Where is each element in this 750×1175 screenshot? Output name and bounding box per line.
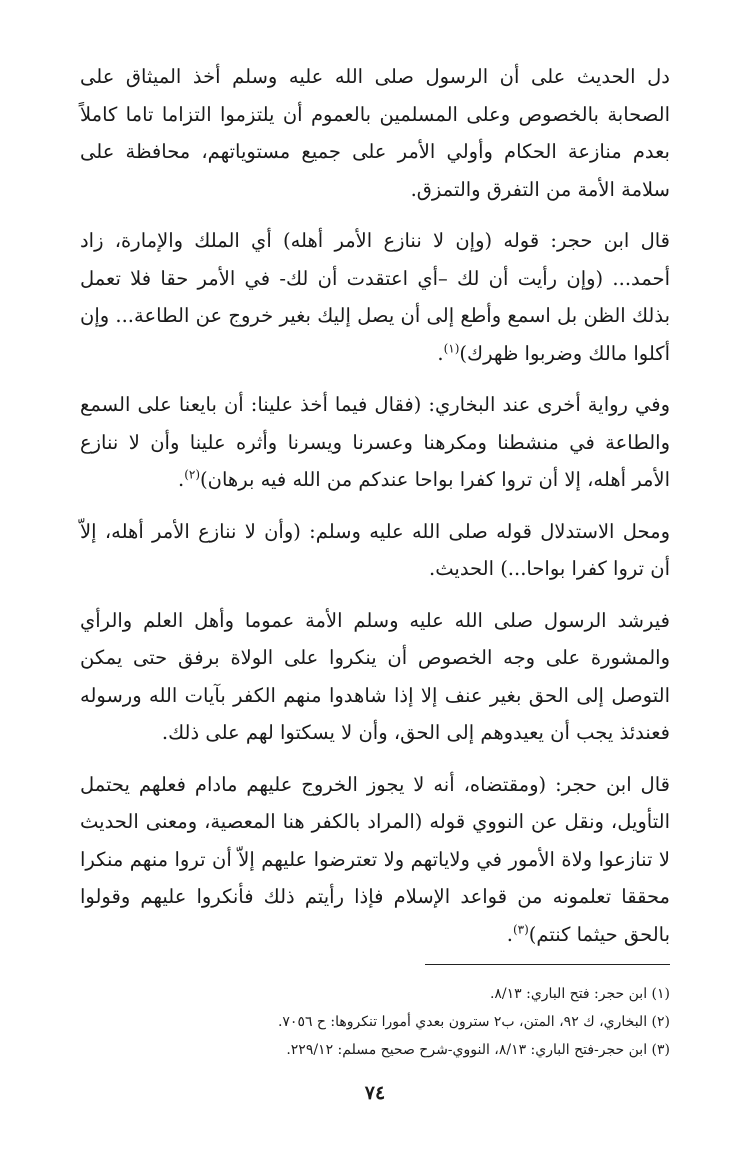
paragraph-3-text: وفي رواية أخرى عند البخاري: (فقال فيما أخذ علينا: أن بايعنا على السمع والطاعة في منشطنا ومكرهنا وعسرنا ويسرنا وأثره علينا وأن لا ننازع الأمر أهله، إلا أن تروا كفرا بواحا عندكم من الله فيه برهان) [80,393,670,491]
paragraph-5 [80,602,670,752]
paragraph-4 [80,513,670,588]
paragraph-2-end: . [437,341,444,365]
paragraph-6 [80,766,670,954]
footnote-1: (١) ابن حجر: فتح الباري: ٨/١٣. [489,986,670,1002]
paragraph-1 [80,58,670,208]
page-number: ٧٤ [364,1082,386,1104]
footnote-ref-1[interactable]: (١) [443,341,460,355]
paragraph-6-end: . [506,922,513,946]
paragraph-2-text: قال ابن حجر: قوله (وإن لا ننازع الأمر أهله) أي الملك والإمارة، زاد أحمد... (وإن رأيت أن لك –أي اعتقدت أن لك- في الأمر حقا فلا تعمل بذلك الظن بل اسمع وأطع إلى أن يصل إليك بغير خروج عن الطاعة... وإن أكلوا مالك وضربوا ظهرك) [80,229,670,365]
paragraph-3 [80,386,670,499]
paragraph-3-end: . [178,468,185,491]
paragraph-5-text: فيرشد الرسول صلى الله عليه وسلم الأمة عموما وأهل العلم والرأي والمشورة على وجه الخصوص أن ينكروا على الولاة برفق حتى يمكن التوصل إلى الحق بغير عنف إلا إذا شاهدوا منهم الكفر بآيات الله ورسوله فعندئذ يجب أن يعيدوهم إلى الحق، وأن لا يسكتوا لهم على ذلك. [80,608,670,744]
footnote-3: (٣) ابن حجر-فتح الباري: ٨/١٣، النووي-شرح صحيح مسلم: ٢٢٩/١٢. [286,1042,670,1058]
paragraph-6-text: قال ابن حجر: (ومقتضاه، أنه لا يجوز الخروج عليهم مادام فعلهم يحتمل التأويل، ونقل عن النووي قوله (المراد بالكفر هنا المعصية، ومعنى الحديث لا تنازعوا ولاة الأمور في ولاياتهم ولا تعترضوا عليهم إلاّ أن تروا منهم منكرا محققا تعلمونه من قواعد الإسلام فإذا رأيتم ذلك فأنكروا عليهم وقولوا بالحق حيثما كنتم) [80,772,670,946]
paragraph-1-text: دل الحديث على أن الرسول صلى الله عليه وسلم أخذ الميثاق على الصحابة بالخصوص وعلى المسلمين بالعموم أن يلتزموا التزاما تاما كاملاً بعدم منازعة الحكام وأولي الأمر على جميع مستوياتهم، محافظة على سلامة الأمة من التفرق والتمزق. [80,65,670,201]
footnote-divider [425,964,670,965]
footnote-ref-2[interactable]: (٢) [184,467,201,482]
page-body [80,58,670,967]
footnote-2: (٢) البخاري، ك ٩٢، المتن، ب٢ سترون بعدي أمورا تنكروها: ح ٧٠٥٦. [277,1014,670,1030]
paragraph-2 [80,222,670,372]
footnote-ref-3[interactable]: (٣) [512,922,529,936]
footnotes-section [80,980,670,1064]
paragraph-4-text: ومحل الاستدلال قوله صلى الله عليه وسلم: (وأن لا ننازع الأمر أهله، إلاّ أن تروا كفرا بواحا...) الحديث. [80,519,670,580]
